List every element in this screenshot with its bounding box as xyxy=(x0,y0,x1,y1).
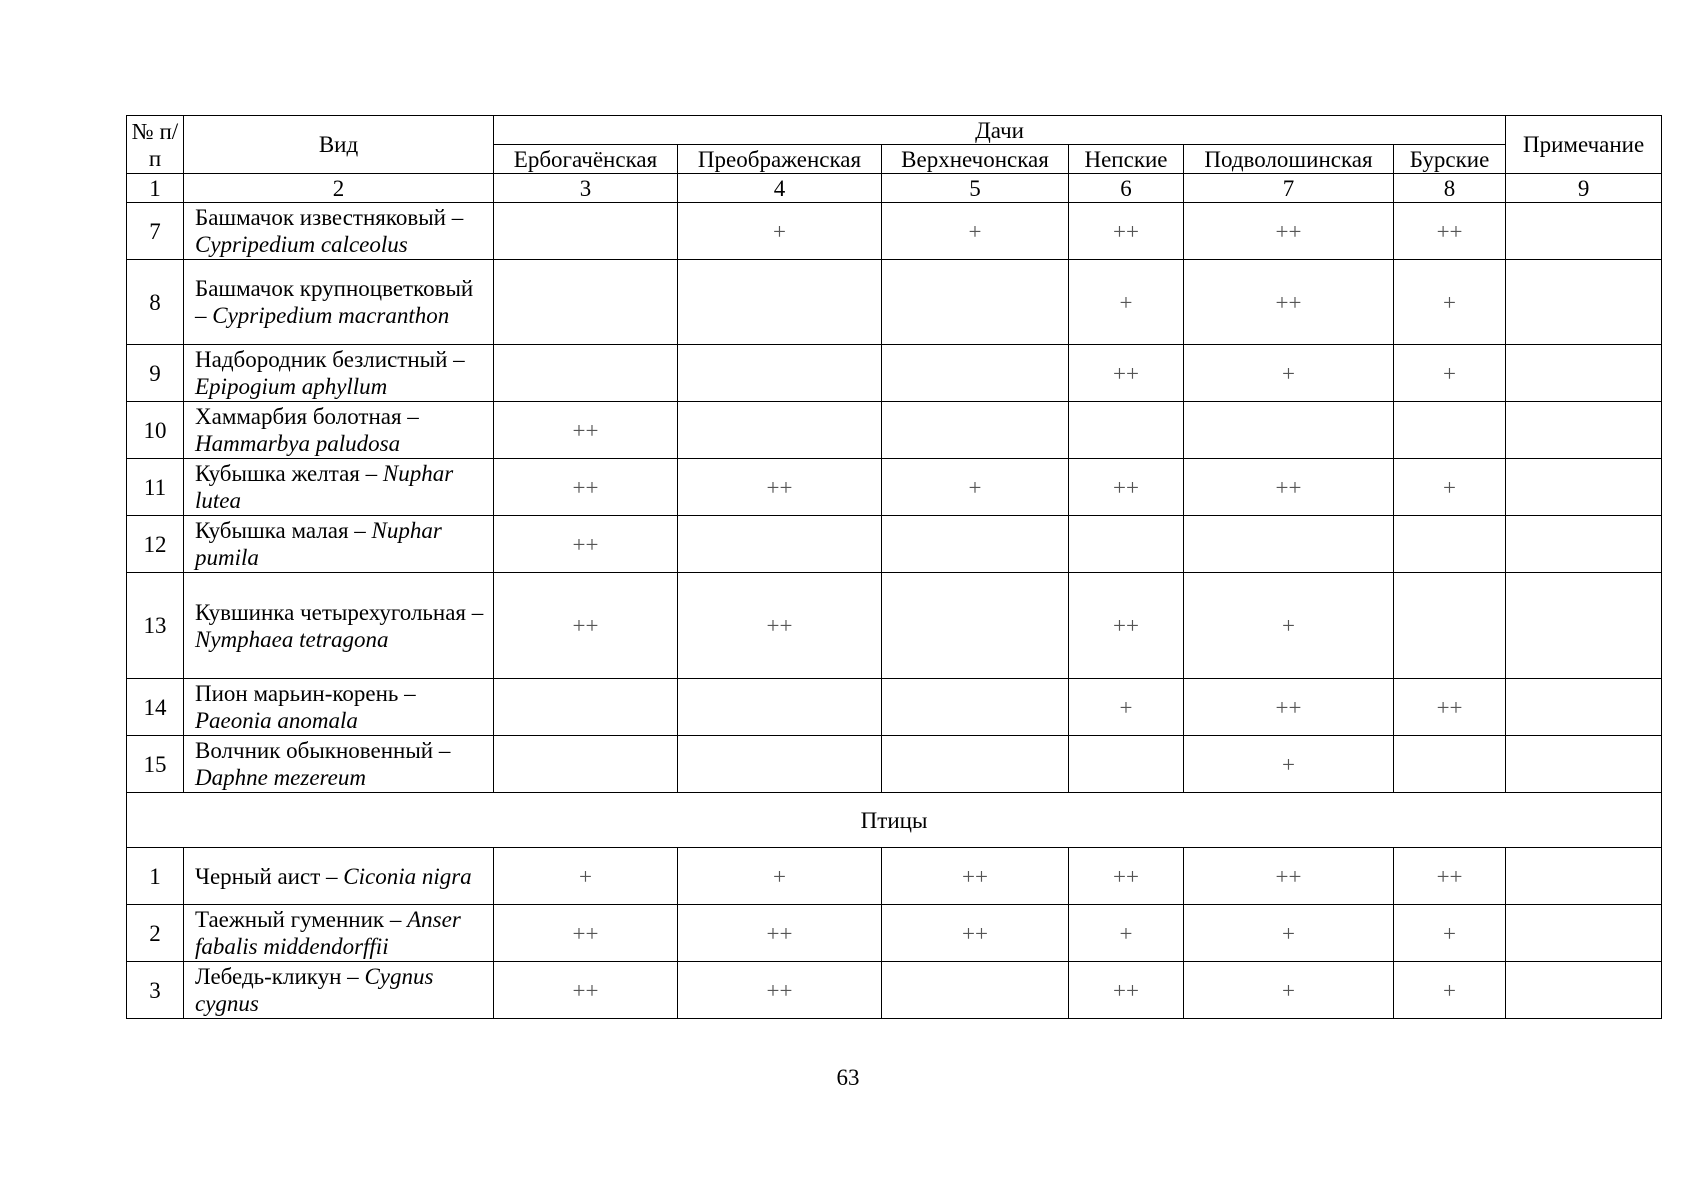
species-common-name: Таежный гуменник – xyxy=(195,907,402,932)
section-title: Птицы xyxy=(127,793,1662,848)
index-cell: 8 xyxy=(1394,174,1506,203)
note-cell xyxy=(1506,736,1662,793)
species-name xyxy=(184,679,494,736)
presence-mark: ++ xyxy=(1069,345,1184,402)
table-row xyxy=(127,402,1662,459)
index-cell: 7 xyxy=(1184,174,1394,203)
species-name xyxy=(184,516,494,573)
presence-mark: ++ xyxy=(1394,848,1506,905)
header-col-5: Подволошинская xyxy=(1184,145,1394,174)
presence-mark: ++ xyxy=(1184,848,1394,905)
presence-mark xyxy=(678,260,882,345)
species-common-name: Башмачок известняковый – xyxy=(195,205,464,230)
presence-mark xyxy=(1069,516,1184,573)
header-num: № п/п xyxy=(127,116,184,174)
page-number: 63 xyxy=(836,1065,860,1090)
row-number: 3 xyxy=(127,962,184,1019)
header-species: Вид xyxy=(184,116,494,174)
species-name xyxy=(184,260,494,345)
presence-mark: + xyxy=(1184,736,1394,793)
presence-mark: + xyxy=(1394,459,1506,516)
species-scientific-name: Cygnus cygnus xyxy=(195,964,434,1016)
presence-mark xyxy=(1394,516,1506,573)
species-name xyxy=(184,573,494,679)
note-cell xyxy=(1506,402,1662,459)
row-number: 13 xyxy=(127,573,184,679)
presence-mark: ++ xyxy=(678,962,882,1019)
species-scientific-name: Nuphar lutea xyxy=(195,461,454,513)
presence-mark: + xyxy=(1184,962,1394,1019)
presence-mark: ++ xyxy=(1069,203,1184,260)
presence-mark: ++ xyxy=(1184,260,1394,345)
presence-mark: ++ xyxy=(494,905,678,962)
index-cell: 3 xyxy=(494,174,678,203)
species-scientific-name: Anser fabalis middendorffii xyxy=(195,907,461,959)
header-col-6: Бурские xyxy=(1394,145,1506,174)
index-cell: 1 xyxy=(127,174,184,203)
table-row xyxy=(127,962,1662,1019)
presence-mark xyxy=(678,679,882,736)
species-common-name: Волчник обыкновенный – xyxy=(195,738,451,763)
index-cell: 9 xyxy=(1506,174,1662,203)
presence-mark xyxy=(882,345,1069,402)
note-cell xyxy=(1506,905,1662,962)
presence-mark xyxy=(494,345,678,402)
presence-mark: + xyxy=(882,203,1069,260)
species-common-name: Хаммарбия болотная – xyxy=(195,404,419,429)
table-row xyxy=(127,848,1662,905)
presence-mark: + xyxy=(1394,345,1506,402)
row-number: 10 xyxy=(127,402,184,459)
table-row xyxy=(127,345,1662,402)
presence-mark: + xyxy=(1069,905,1184,962)
presence-mark xyxy=(1394,736,1506,793)
species-name xyxy=(184,203,494,260)
table-row xyxy=(127,679,1662,736)
species-common-name: Лебедь-кликун – xyxy=(195,964,359,989)
presence-mark xyxy=(1069,736,1184,793)
header-col-1: Ербогачёнская xyxy=(494,145,678,174)
species-name xyxy=(184,962,494,1019)
species-scientific-name: Cypripedium macranthon xyxy=(212,303,450,328)
presence-mark: ++ xyxy=(1394,203,1506,260)
species-scientific-name: Daphne mezereum xyxy=(195,765,366,790)
note-cell xyxy=(1506,260,1662,345)
presence-mark xyxy=(882,736,1069,793)
row-number: 9 xyxy=(127,345,184,402)
header-note: Примечание xyxy=(1506,116,1662,174)
presence-mark: ++ xyxy=(1069,573,1184,679)
species-common-name: Пион марьин-корень – xyxy=(195,681,416,706)
table-row xyxy=(127,459,1662,516)
presence-mark xyxy=(882,573,1069,679)
presence-mark: + xyxy=(1184,573,1394,679)
presence-mark xyxy=(882,962,1069,1019)
species-common-name: Кубышка желтая – xyxy=(195,461,378,486)
species-name xyxy=(184,459,494,516)
index-cell: 4 xyxy=(678,174,882,203)
presence-mark xyxy=(1184,516,1394,573)
presence-mark: ++ xyxy=(1069,459,1184,516)
species-common-name: Надбородник безлистный – xyxy=(195,347,465,372)
species-scientific-name: Ciconia nigra xyxy=(343,863,472,889)
header-col-3: Верхнечонская xyxy=(882,145,1069,174)
species-name xyxy=(184,848,494,905)
presence-mark: ++ xyxy=(494,402,678,459)
presence-mark xyxy=(882,402,1069,459)
species-scientific-name: Hammarbya paludosa xyxy=(195,431,401,456)
presence-mark: ++ xyxy=(678,459,882,516)
presence-mark xyxy=(494,679,678,736)
presence-mark: + xyxy=(1069,260,1184,345)
note-cell xyxy=(1506,203,1662,260)
presence-mark: ++ xyxy=(1184,679,1394,736)
table-row xyxy=(127,736,1662,793)
index-cell: 5 xyxy=(882,174,1069,203)
species-name xyxy=(184,345,494,402)
presence-mark: ++ xyxy=(1184,203,1394,260)
species-common-name: Черный аист – xyxy=(195,863,338,889)
presence-mark: + xyxy=(1394,962,1506,1019)
header-group: Дачи xyxy=(494,116,1506,145)
presence-mark: + xyxy=(494,848,678,905)
index-cell: 6 xyxy=(1069,174,1184,203)
presence-mark xyxy=(882,516,1069,573)
presence-mark xyxy=(882,260,1069,345)
table-row xyxy=(127,905,1662,962)
row-number: 15 xyxy=(127,736,184,793)
species-common-name: Башмачок крупноцветковый – xyxy=(195,276,474,328)
presence-mark: + xyxy=(1394,905,1506,962)
note-cell xyxy=(1506,459,1662,516)
header-col-2: Преображенская xyxy=(678,145,882,174)
species-scientific-name: Cypripedium calceolus xyxy=(195,232,408,257)
species-common-name: Кубышка малая – xyxy=(195,518,366,543)
species-scientific-name: Nymphaea tetragona xyxy=(195,626,389,652)
species-table xyxy=(126,115,1662,1019)
presence-mark xyxy=(494,736,678,793)
species-scientific-name: Epipogium aphyllum xyxy=(195,374,388,399)
presence-mark: ++ xyxy=(678,573,882,679)
presence-mark: + xyxy=(1184,345,1394,402)
note-cell xyxy=(1506,848,1662,905)
presence-mark: ++ xyxy=(494,962,678,1019)
presence-mark: + xyxy=(678,848,882,905)
presence-mark xyxy=(1394,402,1506,459)
row-number: 2 xyxy=(127,905,184,962)
presence-mark: ++ xyxy=(494,573,678,679)
presence-mark: ++ xyxy=(1069,848,1184,905)
presence-mark xyxy=(1184,402,1394,459)
presence-mark xyxy=(882,679,1069,736)
presence-mark xyxy=(678,345,882,402)
table-row xyxy=(127,516,1662,573)
species-name xyxy=(184,736,494,793)
presence-mark: ++ xyxy=(494,459,678,516)
presence-mark: ++ xyxy=(1184,459,1394,516)
presence-mark xyxy=(494,203,678,260)
species-name xyxy=(184,905,494,962)
note-cell xyxy=(1506,962,1662,1019)
row-number: 11 xyxy=(127,459,184,516)
row-number: 7 xyxy=(127,203,184,260)
index-cell: 2 xyxy=(184,174,494,203)
presence-mark xyxy=(1394,573,1506,679)
note-cell xyxy=(1506,573,1662,679)
presence-mark: ++ xyxy=(882,905,1069,962)
note-cell xyxy=(1506,516,1662,573)
species-scientific-name: Nuphar pumila xyxy=(195,518,442,570)
row-number: 12 xyxy=(127,516,184,573)
presence-mark: + xyxy=(678,203,882,260)
presence-mark: + xyxy=(882,459,1069,516)
presence-mark: + xyxy=(1069,679,1184,736)
row-number: 14 xyxy=(127,679,184,736)
header-col-4: Непские xyxy=(1069,145,1184,174)
row-number: 8 xyxy=(127,260,184,345)
presence-mark: + xyxy=(1184,905,1394,962)
presence-mark: ++ xyxy=(882,848,1069,905)
table-row xyxy=(127,260,1662,345)
presence-mark xyxy=(494,260,678,345)
presence-mark: ++ xyxy=(1394,679,1506,736)
species-common-name: Кувшинка четырехугольная – xyxy=(195,599,484,625)
table-row xyxy=(127,573,1662,679)
presence-mark xyxy=(678,402,882,459)
presence-mark: ++ xyxy=(494,516,678,573)
presence-mark: + xyxy=(1394,260,1506,345)
row-number: 1 xyxy=(127,848,184,905)
presence-mark: ++ xyxy=(1069,962,1184,1019)
note-cell xyxy=(1506,679,1662,736)
species-scientific-name: Paeonia anomala xyxy=(195,708,358,733)
table-row xyxy=(127,203,1662,260)
presence-mark xyxy=(678,516,882,573)
section-row xyxy=(127,793,1662,848)
presence-mark xyxy=(1069,402,1184,459)
species-name xyxy=(184,402,494,459)
presence-mark xyxy=(678,736,882,793)
note-cell xyxy=(1506,345,1662,402)
presence-mark: ++ xyxy=(678,905,882,962)
